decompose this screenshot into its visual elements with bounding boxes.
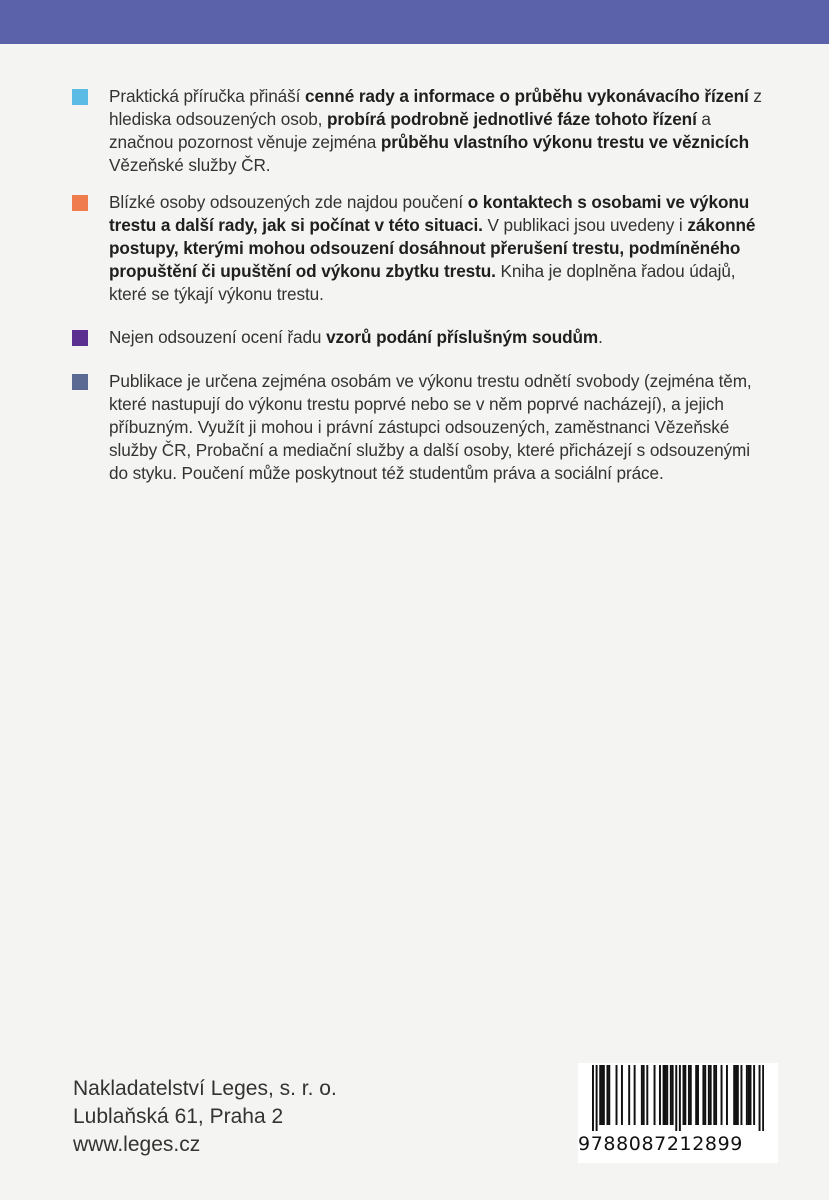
barcode-bar	[603, 1065, 605, 1125]
barcode-bar	[634, 1065, 636, 1125]
paragraph-3-text: Nejen odsouzení ocení řadu vzorů podání příslušným soudům.	[109, 327, 603, 347]
barcode-bar	[616, 1065, 618, 1125]
barcode-bar	[704, 1065, 706, 1125]
barcode-bar	[592, 1065, 594, 1131]
barcode-bar	[628, 1065, 630, 1125]
paragraph-1	[72, 85, 772, 177]
barcode-bar	[690, 1065, 692, 1125]
barcode-bar	[601, 1065, 603, 1125]
barcode-bar	[715, 1065, 717, 1125]
barcode-bar	[643, 1065, 645, 1125]
barcode-bar	[646, 1065, 648, 1125]
barcode-bar	[740, 1065, 742, 1125]
barcode-bar	[684, 1065, 686, 1125]
barcode-bar	[726, 1065, 728, 1125]
barcode-bar	[759, 1065, 761, 1131]
barcode-bar	[710, 1065, 712, 1125]
barcode-bars	[592, 1065, 764, 1131]
paragraph-2	[72, 191, 772, 306]
barcode-bar	[697, 1065, 699, 1125]
barcode-bar	[663, 1065, 665, 1125]
publisher-info	[73, 1075, 337, 1159]
paragraph-1-text: Praktická příručka přináší cenné rady a informace o průběhu vykonávacího řízení z hlediska odsouzených osob, probírá podrobně jednotlivé fáze tohoto řízení a značnou pozornost věnuje zejména průběhu vlastního výkonu trestu ve věznicích Vězeňské služby ČR.	[109, 86, 762, 175]
paragraph-4-text: Publikace je určena zejména osobám ve výkonu trestu odnětí svobody (zejména těm, které nastupují do výkonu trestu poprvé nebo se v něm poprvé nacházejí), a jejich příbuzným. Využít ji mohou i právní zástupci odsouzených, zaměstnanci Vězeňské služby ČR, Probační a mediační služby a další osoby, které přicházejí s odsouzenými do styku. Poučení může poskytnout též studentům práva a sociální práce.	[109, 371, 752, 483]
barcode-bar	[708, 1065, 710, 1125]
bullet-square-icon	[72, 195, 88, 211]
barcode-bar	[713, 1065, 715, 1125]
isbn-number: 9788087212899	[578, 1133, 743, 1155]
barcode-bar	[670, 1065, 672, 1125]
paragraph-2-text: Blízké osoby odsouzených zde najdou poučení o kontaktech s osobami ve výkonu trestu a další rady, jak si počínat v této situaci. V publikaci jsou uvedeny i zákonné postupy, kterými mohou odsouzení dosáhnout přerušení trestu, podmíněného propuštění či upuštění od výkonu zbytku trestu. Kniha je doplněna řadou údajů, které se týkají výkonu trestu.	[109, 192, 756, 304]
barcode-bar	[606, 1065, 608, 1125]
barcode-bar	[621, 1065, 623, 1125]
barcode-bar	[679, 1065, 681, 1131]
barcode-bar	[735, 1065, 737, 1125]
top-color-band	[0, 0, 829, 44]
barcode-bar	[695, 1065, 697, 1125]
barcode-bar	[762, 1065, 764, 1131]
publisher-name: Nakladatelství Leges, s. r. o.	[73, 1077, 337, 1100]
barcode-bar	[750, 1065, 752, 1125]
barcode-bar	[733, 1065, 735, 1125]
barcode-bar	[683, 1065, 685, 1125]
isbn-barcode	[578, 1063, 778, 1163]
barcode-bar	[748, 1065, 750, 1125]
barcode-bar	[746, 1065, 748, 1125]
paragraph-3	[72, 326, 772, 349]
publisher-address: Lublaňská 61, Praha 2	[73, 1105, 284, 1128]
barcode-bar	[688, 1065, 690, 1125]
barcode-bar	[654, 1065, 656, 1125]
barcode-bar	[672, 1065, 674, 1125]
barcode-bar	[753, 1065, 755, 1125]
barcode-bar	[599, 1065, 601, 1125]
barcode-bar	[675, 1065, 677, 1131]
barcode-bar	[666, 1065, 668, 1125]
barcode-bar	[596, 1065, 598, 1131]
barcode-bar	[608, 1065, 610, 1125]
barcode-bar	[702, 1065, 704, 1125]
barcode-bar	[721, 1065, 723, 1125]
barcode-bar	[659, 1065, 661, 1125]
barcode-bar	[664, 1065, 666, 1125]
barcode-bar	[737, 1065, 739, 1125]
bullet-square-icon	[72, 89, 88, 105]
bullet-square-icon	[72, 374, 88, 390]
publisher-website: www.leges.cz	[73, 1133, 201, 1156]
paragraph-4	[72, 370, 772, 485]
barcode-bar	[641, 1065, 643, 1125]
bullet-square-icon	[72, 330, 88, 346]
